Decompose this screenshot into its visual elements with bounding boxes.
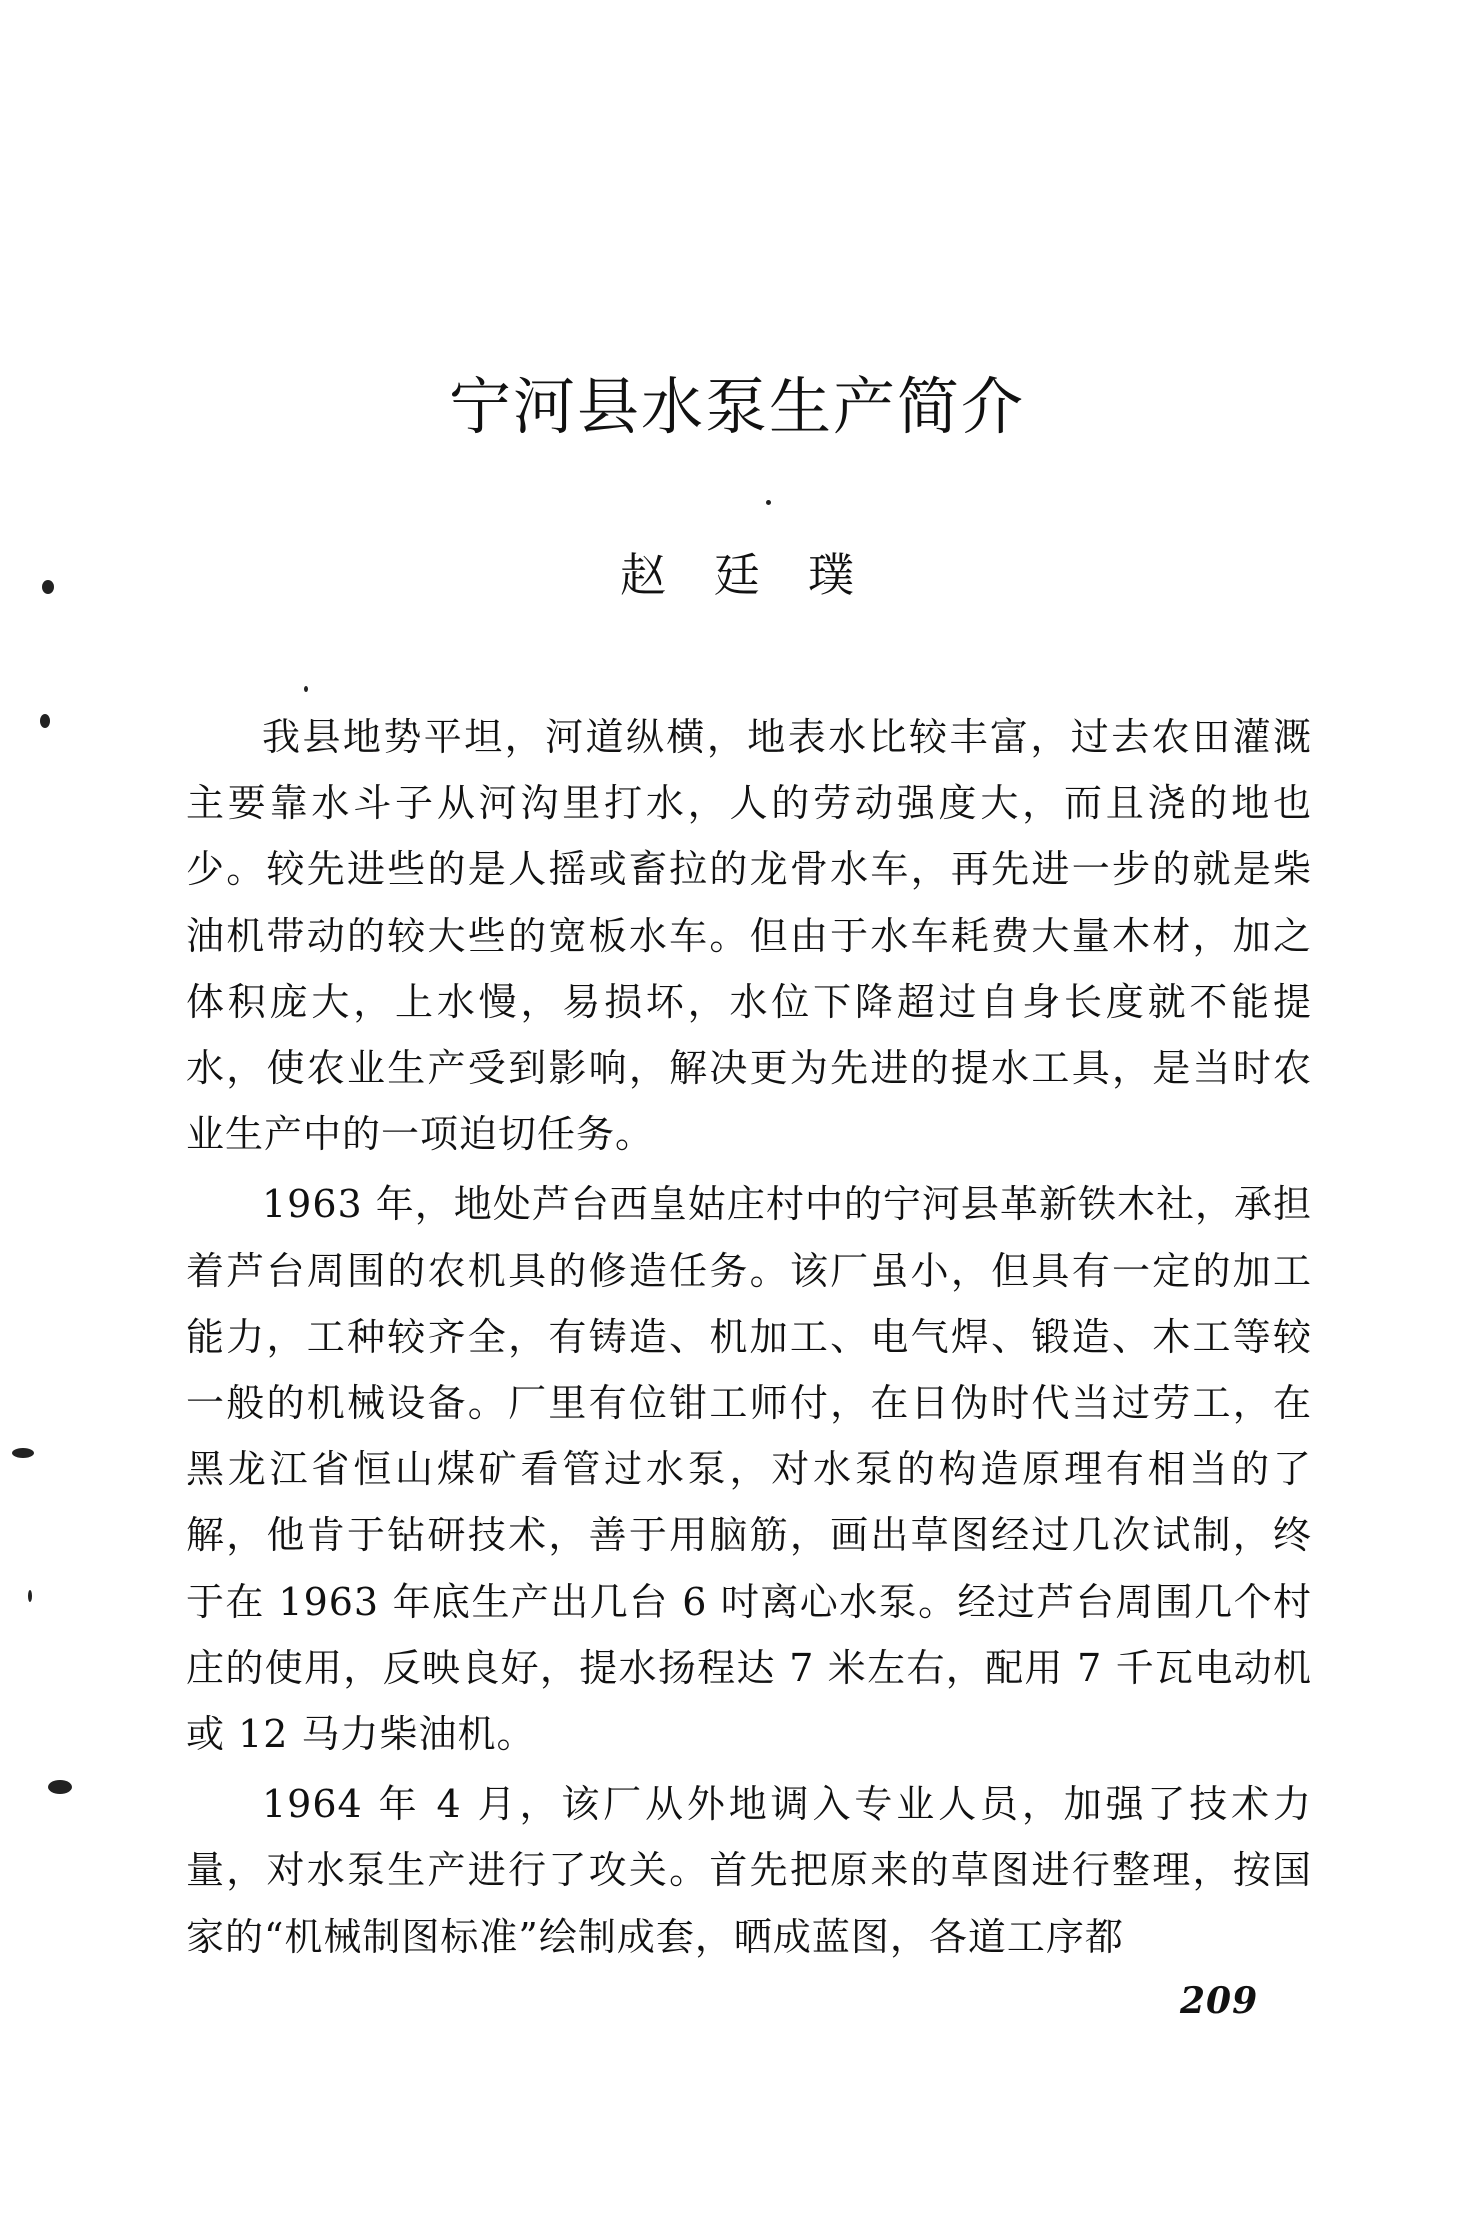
scan-speck	[28, 1590, 32, 1602]
scan-speck	[40, 714, 50, 728]
scan-speck	[42, 580, 54, 594]
paragraph: 1963 年，地处芦台西皇姑庄村中的宁河县革新铁木社，承担着芦台周围的农机具的修造任务。该厂虽小，但具有一定的加工能力，工种较齐全，有铸造、机加工、电气焊、锻造、木工等较一般的机械设备。厂里有位钳工师付，在日伪时代当过劳工，在黑龙江省恒山煤矿看管过水泵，对水泵的构造原理有相当的了解，他肯于钻研技术，善于用脑筋，画出草图经过几次试制，终于在 1963 年底生产出几台 6 吋离心水泵。经过芦台周围几个村庄的使用，反映良好，提水扬程达 7 米左右，配用 7 千瓦电动机或 12 马力柴油机。	[186, 1182, 1312, 1757]
paragraph: 我县地势平坦，河道纵横，地表水比较丰富，过去农田灌溉主要靠水斗子从河沟里打水，人的劳动强度大，而且浇的地也少。较先进些的是人摇或畜拉的龙骨水车，再先进一步的就是柴油机带动的较大些的宽板水车。但由于水车耗费大量木材，加之体积庞大，上水慢，易损坏，水位下降超过自身长度就不能提水，使农业生产受到影响，解决更为先进的提水工具，是当时农业生产中的一项迫切任务。	[186, 715, 1312, 1157]
scan-speck	[48, 1780, 72, 1794]
paragraph: 1964 年 4 月，该厂从外地调入专业人员，加强了技术力量，对水泵生产进行了攻关。首先把原来的草图进行整理，按国家的“机械制图标准”绘制成套，晒成蓝图，各道工序都	[186, 1782, 1312, 1959]
scan-speck	[12, 1448, 34, 1458]
page-number: 209	[1180, 1980, 1259, 2022]
scan-speck	[304, 686, 308, 692]
article-body	[186, 704, 1312, 1974]
article-author: 赵廷璞	[620, 548, 902, 602]
article-title: 宁河县水泵生产简介	[448, 370, 1025, 443]
scan-speck	[766, 500, 771, 505]
